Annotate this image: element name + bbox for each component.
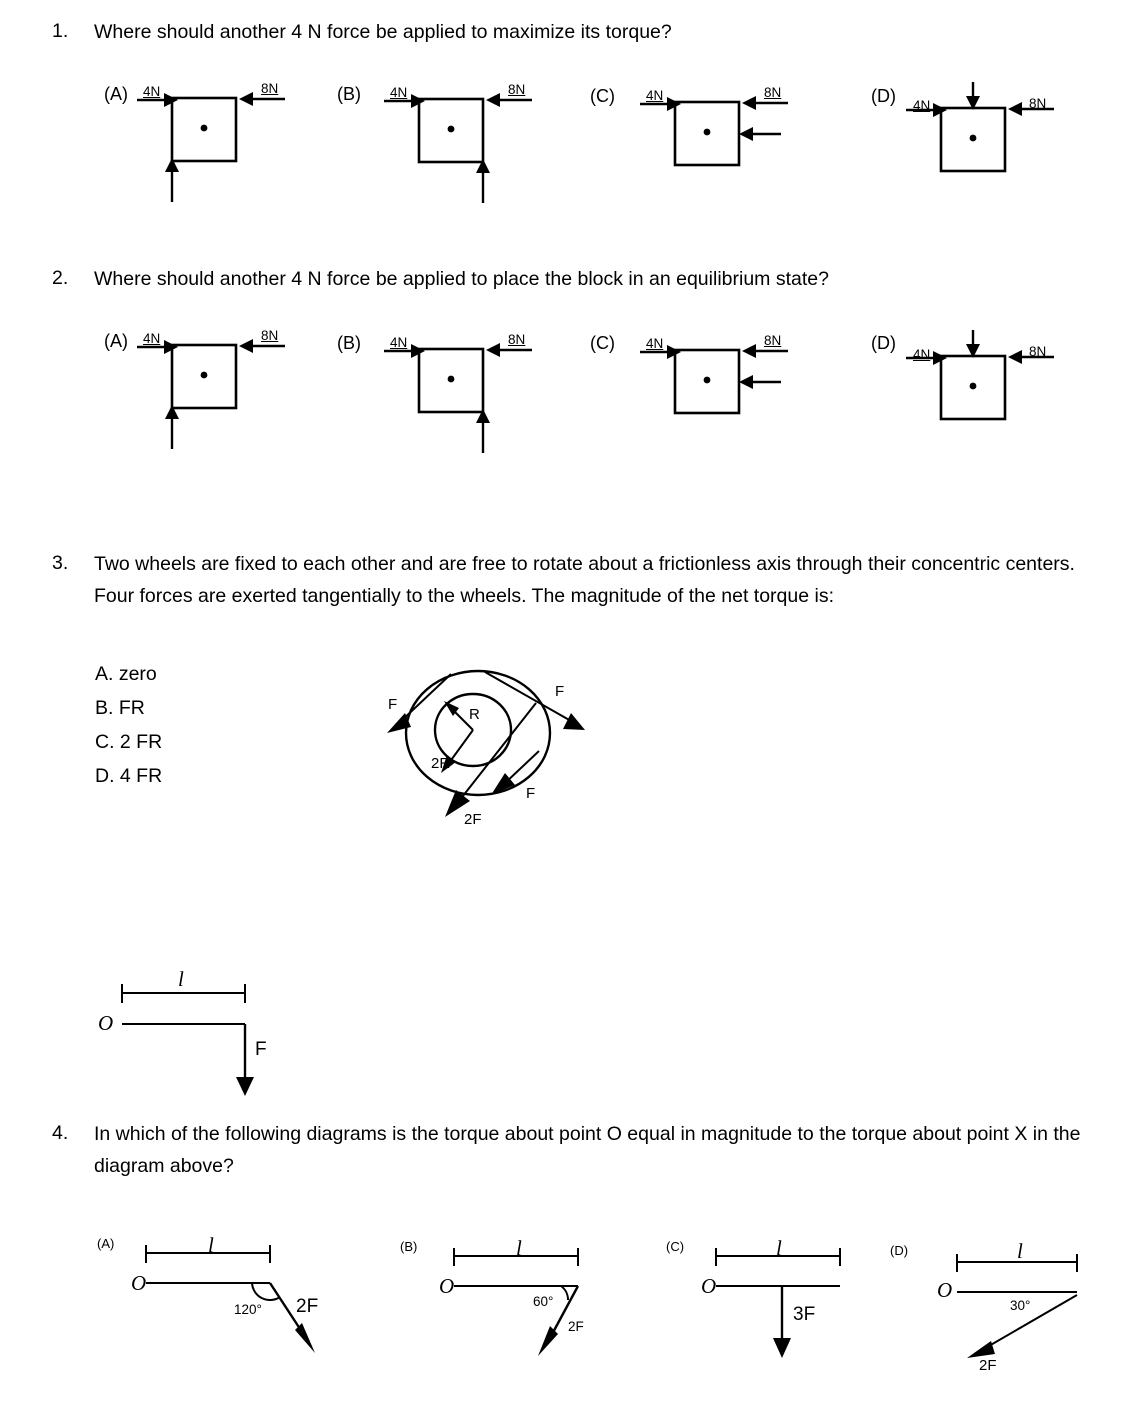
question-1	[52, 16, 1092, 48]
question-4-text: In which of the following diagrams is the torque about point O equal in magnitude to the torque about point X in the diagram above?	[94, 1123, 1081, 1177]
reference-length-label: l	[178, 967, 184, 991]
q2-option-b-label[interactable]: (B)	[337, 333, 361, 353]
q3-outer-radius-label: 2R	[431, 755, 451, 772]
q2-option-b-left-force-label: 4N	[390, 335, 408, 350]
q4-option-a-angle-label: 120°	[234, 1302, 262, 1317]
q4-option-c-pivot-label: O	[701, 1274, 717, 1298]
q4-option-c-force-label: 3F	[793, 1304, 816, 1325]
q4-option-b-angle-label: 60°	[533, 1294, 554, 1309]
q4-option-a-force-label: 2F	[296, 1296, 319, 1317]
question-4	[52, 1118, 1092, 1182]
question-4-number: 4.	[52, 1122, 69, 1144]
question-1-number: 1.	[52, 20, 69, 42]
reference-pivot-label: O	[98, 1011, 114, 1035]
q2-option-a-diagram[interactable]	[115, 337, 315, 452]
question-3-number: 3.	[52, 552, 69, 574]
q2-option-a-right-force-label: 8N	[261, 328, 279, 343]
q2-option-d-right-force-label: 8N	[1029, 344, 1047, 359]
q1-option-d-diagram[interactable]	[884, 86, 1084, 206]
q3-force-upper-left-label: F	[388, 696, 398, 713]
question-1-text: Where should another 4 N force be applied to maximize its torque?	[94, 21, 672, 43]
q2-option-d-label[interactable]: (D)	[871, 333, 896, 353]
q4-option-a-pivot-label: O	[131, 1271, 147, 1295]
q2-option-c-diagram[interactable]	[618, 342, 818, 457]
q4-option-b-force-label: 2F	[568, 1319, 584, 1334]
q1-option-c-right-force-label: 8N	[764, 85, 782, 100]
question-2-text: Where should another 4 N force be applied to place the block in an equilibrium state?	[94, 268, 829, 290]
q4-option-a-length-label: l	[208, 1233, 214, 1257]
reference-force-label: F	[255, 1039, 267, 1060]
q1-option-a-label[interactable]: (A)	[104, 84, 128, 104]
q1-option-a-left-force-label: 4N	[143, 84, 161, 99]
q1-option-d-label[interactable]: (D)	[871, 86, 896, 106]
q4-option-d-force-label: 2F	[979, 1357, 997, 1374]
q3-wheel-diagram[interactable]	[375, 655, 615, 850]
q4-option-d-angle-label: 30°	[1010, 1298, 1031, 1313]
q1-option-c-left-force-label: 4N	[646, 88, 664, 103]
q3-force-lower-right-label: F	[526, 785, 536, 802]
q4-option-c-label[interactable]: (C)	[666, 1239, 685, 1254]
q1-option-a-diagram[interactable]	[115, 90, 315, 205]
q2-option-a-left-force-label: 4N	[143, 331, 161, 346]
q3-inner-radius-label: R	[469, 706, 480, 723]
q4-option-d-label[interactable]: (D)	[890, 1243, 909, 1258]
q2-option-d-diagram[interactable]	[884, 334, 1084, 454]
q3-force-lower-left-label: 2F	[464, 811, 482, 828]
q3-choice-d[interactable]: D. 4 FR	[95, 765, 163, 787]
q2-option-c-left-force-label: 4N	[646, 336, 664, 351]
q3-force-upper-right-label: F	[555, 683, 565, 700]
q4-option-b-pivot-label: O	[439, 1274, 455, 1298]
question-3	[52, 548, 1082, 612]
q1-option-a-right-force-label: 8N	[261, 81, 279, 96]
q1-option-b-diagram[interactable]	[362, 91, 562, 206]
q1-option-b-label[interactable]: (B)	[337, 84, 361, 104]
question-2	[52, 263, 1092, 295]
q2-option-b-right-force-label: 8N	[508, 332, 526, 347]
q4-option-d-pivot-label: O	[937, 1278, 953, 1302]
q2-option-b-diagram[interactable]	[362, 341, 562, 456]
q2-option-d-left-force-label: 4N	[913, 347, 931, 362]
q1-option-b-left-force-label: 4N	[390, 85, 408, 100]
q3-choice-a[interactable]: A. zero	[95, 663, 157, 685]
q3-choice-b[interactable]: B. FR	[95, 697, 145, 719]
q4-option-c-diagram[interactable]	[700, 1238, 890, 1368]
question-3-text: Two wheels are fixed to each other and are free to rotate about a frictionless axis through their concentric centers. Four forces are exerted tangentially to the wheels. The magnitude of the net torque is:	[94, 553, 1075, 607]
q4-option-a-label[interactable]: (A)	[97, 1236, 115, 1251]
q4-option-d-length-label: l	[1017, 1239, 1023, 1263]
q4-option-c-length-label: l	[776, 1236, 782, 1260]
q1-option-d-left-force-label: 4N	[913, 98, 931, 113]
q3-choice-c[interactable]: C. 2 FR	[95, 731, 163, 753]
q1-option-c-diagram[interactable]	[618, 94, 818, 209]
q1-option-d-right-force-label: 8N	[1029, 96, 1047, 111]
q2-option-c-label[interactable]: (C)	[590, 333, 615, 353]
q1-option-c-label[interactable]: (C)	[590, 86, 615, 106]
q1-option-b-right-force-label: 8N	[508, 82, 526, 97]
q2-option-a-label[interactable]: (A)	[104, 331, 128, 351]
question-2-number: 2.	[52, 267, 69, 289]
reference-diagram[interactable]	[95, 965, 315, 1105]
question-3-choices	[95, 657, 162, 793]
q4-option-b-length-label: l	[516, 1236, 522, 1260]
q4-option-b-label[interactable]: (B)	[400, 1239, 418, 1254]
q2-option-c-right-force-label: 8N	[764, 333, 782, 348]
